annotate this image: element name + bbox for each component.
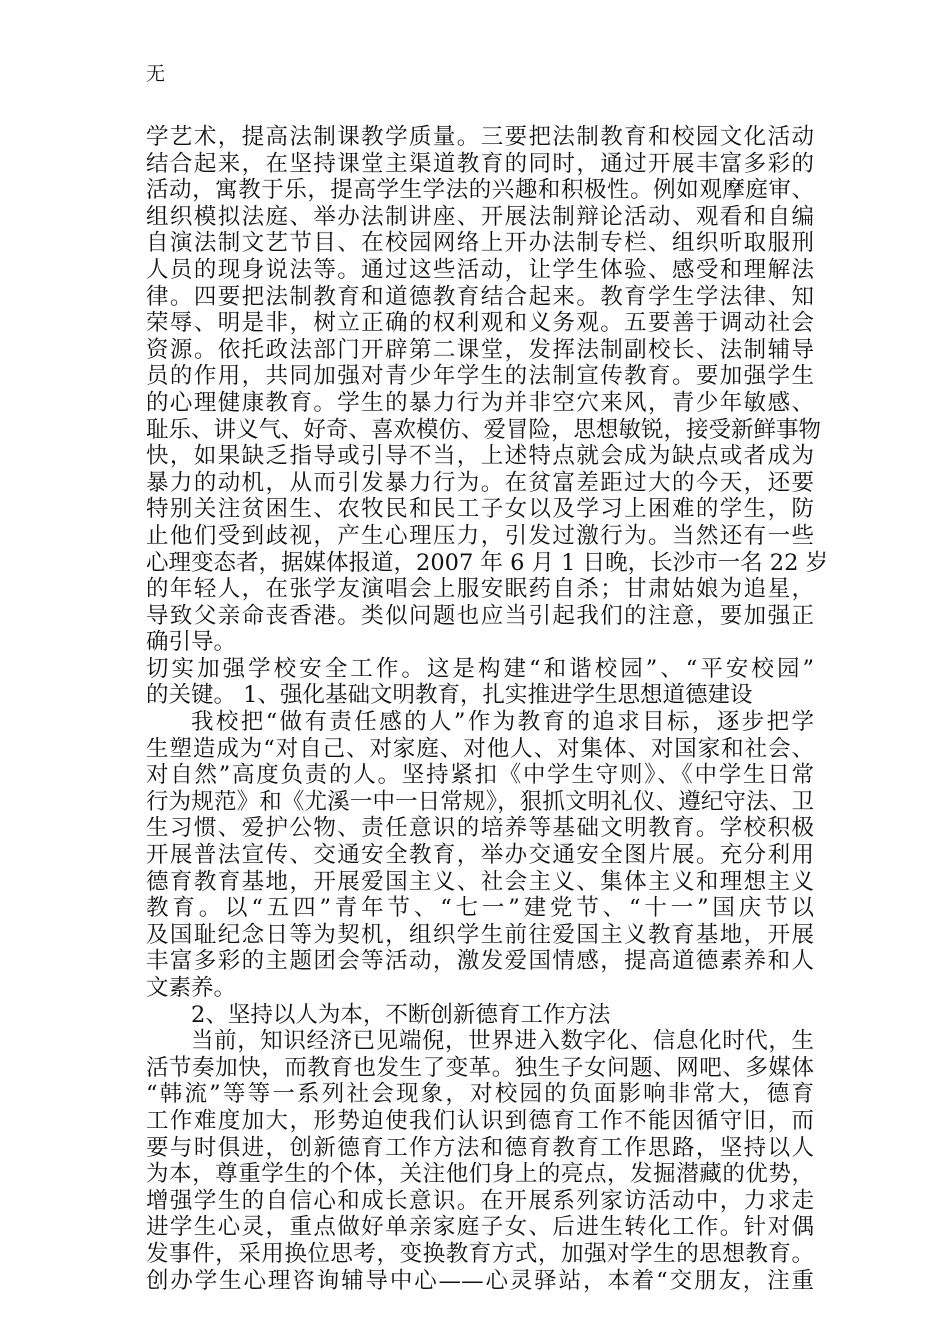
- text-line: 暴力的动机，从而引发暴力行为。在贫富差距过大的今天，还要: [146, 469, 814, 496]
- text-line: 资源。依托政法部门开辟第二课堂，发挥法制副校长、法制辅导: [146, 336, 814, 363]
- section-heading: 2、坚持以人为本，不断创新德育工作方法: [191, 1001, 611, 1028]
- text-line: 为本，尊重学生的个体，关注他们身上的亮点，发掘潜藏的优势，: [146, 1161, 814, 1188]
- text-line: 确引导。: [146, 629, 237, 656]
- text-line: 我校把“做有责任感的人”作为教育的追求目标，逐步把学: [191, 709, 814, 736]
- text-line: 当前，知识经济已见端倪，世界进入数字化、信息化时代，生: [191, 1028, 814, 1055]
- text-line: 学艺术，提高法制课教学质量。三要把法制教育和校园文化活动: [146, 124, 814, 150]
- text-line: 活节奏加快，而教育也发生了变革。独生子女问题、网吧、多媒体: [146, 1054, 814, 1081]
- text-line: “韩流”等等一系列社会现象，对校园的负面影响非常大，德育: [146, 1081, 814, 1108]
- text-line: 行为规范》和《尤溪一中一日常规》，狠抓文明礼仪、遵纪守法、卫: [146, 788, 814, 815]
- text-line: 进学生心灵，重点做好单亲家庭子女、后进生转化工作。针对偶: [146, 1214, 814, 1241]
- text-line: 开展普法宣传、交通安全教育，举办交通安全图片展。充分利用: [146, 842, 814, 869]
- text-line: 结合起来，在坚持课堂主渠道教育的同时，通过开展丰富多彩的: [146, 150, 814, 177]
- text-line: 增强学生的自信心和成长意识。在开展系列家访活动中，力求走: [146, 1187, 814, 1214]
- text-line: 导致父亲命丧香港。类似问题也应当引起我们的注意，要加强正: [146, 602, 814, 629]
- text-line: 人员的现身说法等。通过这些活动，让学生体验、感受和理解法: [146, 256, 814, 283]
- text-line: 的关键。 1、强化基础文明教育，扎实推进学生思想道德建设: [146, 682, 753, 709]
- text-line: 员的作用，共同加强对青少年学生的法制宣传教育。要加强学生: [146, 363, 814, 390]
- text-line: 丰富多彩的主题团会等活动，激发爱国情感，提高道德素养和人: [146, 948, 814, 975]
- text-line: 工作难度加大，形势迫使我们认识到德育工作不能因循守旧，而: [146, 1107, 814, 1134]
- text-line: 特别关注贫困生、农牧民和民工子女以及学习上困难的学生，防: [146, 496, 814, 523]
- text-line: 及国耻纪念日等为契机，组织学生前往爱国主义教育基地，开展: [146, 921, 814, 948]
- text-line: 律。四要把法制教育和道德教育结合起来。教育学生学法律、知: [146, 283, 814, 310]
- text-line: 活动，寓教于乐，提高学生学法的兴趣和积极性。例如观摩庭审、: [146, 177, 814, 204]
- text-line: 切实加强学校安全工作。这是构建“和谐校园”、“平安校园”: [146, 655, 814, 682]
- text-line: 文素养。: [146, 975, 237, 1001]
- text-line: 耻乐、讲义气、好奇、喜欢模仿、爱冒险，思想敏锐，接受新鲜事物: [146, 416, 822, 443]
- text-line: 快，如果缺乏指导或引导不当，上述特点就会成为缺点或者成为: [146, 443, 814, 470]
- text-line: 组织模拟法庭、举办法制讲座、开展法制辩论活动、观看和自编: [146, 203, 814, 230]
- text-line: 生塑造成为“对自己、对家庭、对他人、对集体、对国家和社会、: [146, 735, 814, 762]
- text-line: 止他们受到歧视，产生心理压力，引发过激行为。当然还有一些: [146, 522, 814, 549]
- page-header: 无: [146, 63, 166, 85]
- text-line: 的心理健康教育。学生的暴力行为并非空穴来风，青少年敏感、: [146, 389, 814, 416]
- text-line: 要与时俱进，创新德育工作方法和德育教育工作思路，坚持以人: [146, 1134, 814, 1161]
- text-line: 生习惯、爱护公物、责任意识的培养等基础文明教育。学校积极: [146, 815, 814, 842]
- text-line: 心理变态者，据媒体报道，2007 年 6 月 1 日晚，长沙市一名 22 岁: [146, 549, 829, 576]
- text-line: 创办学生心理咨询辅导中心——心灵驿站，本着“交朋友，注重: [146, 1267, 814, 1294]
- text-line: 自演法制文艺节目、在校园网络上开办法制专栏、组织听取服刑: [146, 230, 814, 257]
- text-line: 的年轻人，在张学友演唱会上服安眠药自杀；甘肃姑娘为追星，: [146, 576, 814, 603]
- text-line: 德育教育基地，开展爱国主义、社会主义、集体主义和理想主义: [146, 868, 814, 895]
- text-line: 发事件，采用换位思考，变换教育方式，加强对学生的思想教育。: [146, 1240, 814, 1267]
- text-line: 荣辱、明是非，树立正确的权利观和义务观。五要善于调动社会: [146, 310, 814, 337]
- text-line: 教育。以“五四”青年节、“七一”建党节、“十一”国庆节以: [146, 895, 814, 922]
- text-line: 对自然”高度负责的人。坚持紧扣《中学生守则》、《中学生日常: [146, 762, 814, 789]
- document-body: [146, 124, 829, 1294]
